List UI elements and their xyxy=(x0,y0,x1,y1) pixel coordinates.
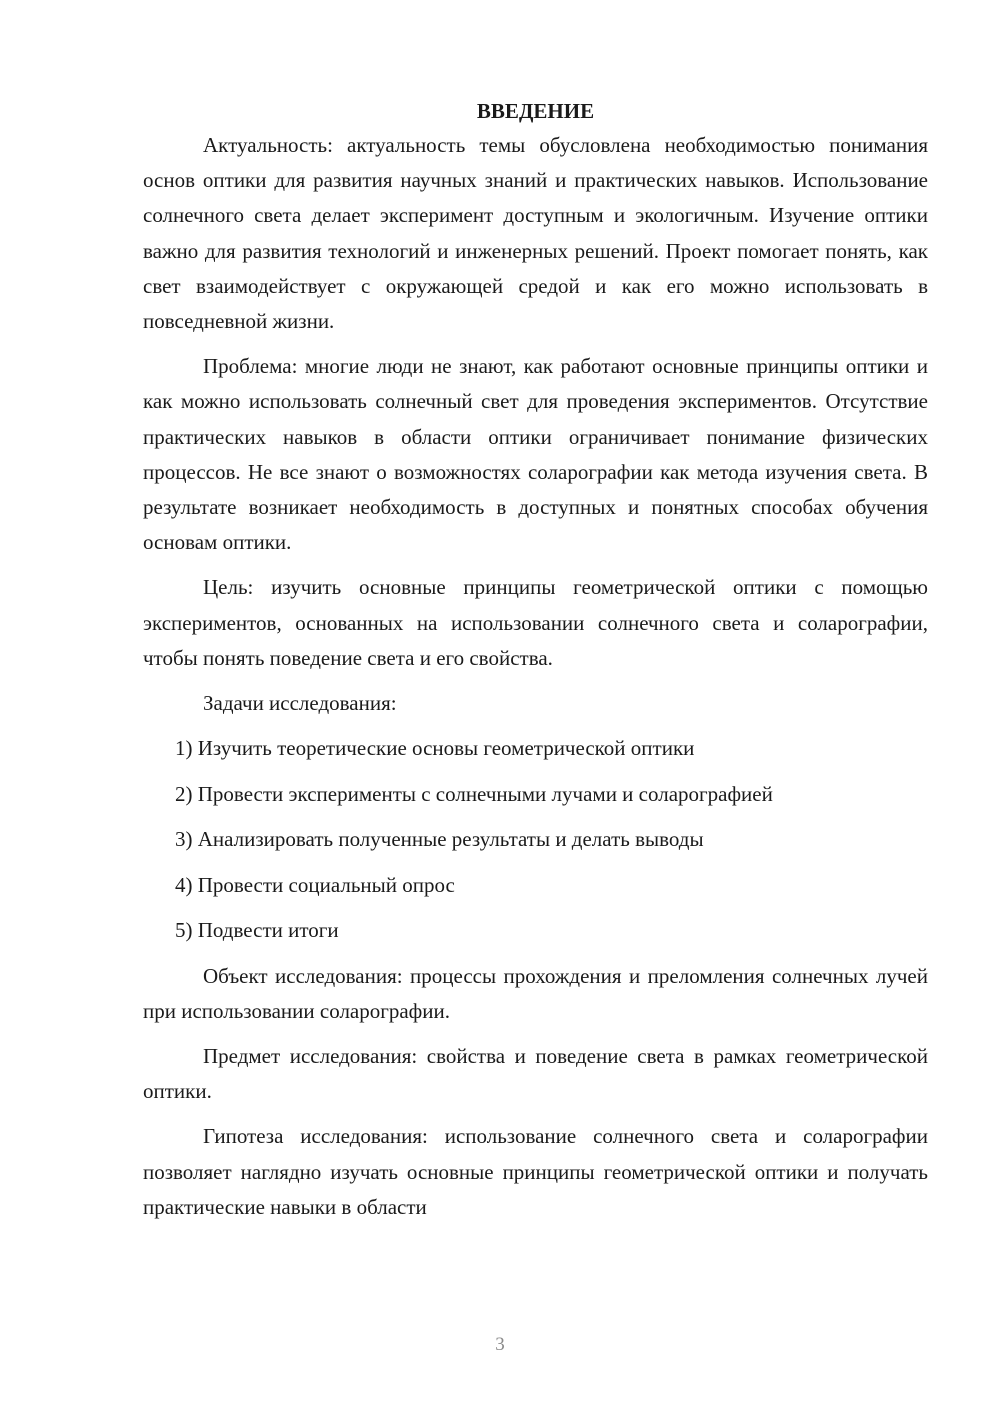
section-title: ВВЕДЕНИЕ xyxy=(476,99,595,123)
tasks-list xyxy=(143,731,928,948)
tasks-title: Задачи исследования: xyxy=(203,691,397,716)
list-item: 2) Провести эксперименты с солнечными лучами и соларографией xyxy=(175,781,773,806)
paragraph-subject: Предмет исследования: свойства и поведение света в рамках геометрической оптики. xyxy=(143,1043,928,1104)
paragraph-problem: Проблема: многие люди не знают, как работают основные принципы оптики и как можно использовать солнечный свет для проведения экспериментов. Отсутствие практических навыков в области оптики ограничивает понимание физических процессов. Не все знают о возможностях соларографии как метода изучения света. В результате возникает необходимость в доступных и понятных способах обучения основам оптики. xyxy=(143,354,928,555)
paragraph-goal: Цель: изучить основные принципы геометрической оптики с помощью экспериментов, основанных на использовании солнечного света и соларографии, чтобы понять поведение света и его свойства. xyxy=(143,575,928,670)
page-content xyxy=(143,96,928,1225)
page-number: 3 xyxy=(495,1334,505,1355)
list-item: 3) Анализировать полученные результаты и делать выводы xyxy=(175,827,704,852)
list-item: 1) Изучить теоретические основы геометрической оптики xyxy=(175,736,695,761)
paragraph-hypothesis: Гипотеза исследования: использование солнечного света и соларографии позволяет наглядно изучать основные принципы геометрической оптики и получать практические навыки в области xyxy=(143,1124,928,1219)
paragraph-relevance: Актуальность: актуальность темы обусловлена необходимостью понимания основ оптики для развития научных знаний и практических навыков. Использование солнечного света делает эксперимент доступным и экологичным. Изучение оптики важно для развития технологий и инженерных решений. Проект помогает понять, как свет взаимодействует с окружающей средой и как его можно использовать в повседневной жизни. xyxy=(143,133,928,334)
list-item: 4) Провести социальный опрос xyxy=(175,872,455,897)
paragraph-object: Объект исследования: процессы прохождения и преломления солнечных лучей при использовании соларографии. xyxy=(143,963,928,1023)
list-item: 5) Подвести итоги xyxy=(175,918,339,943)
